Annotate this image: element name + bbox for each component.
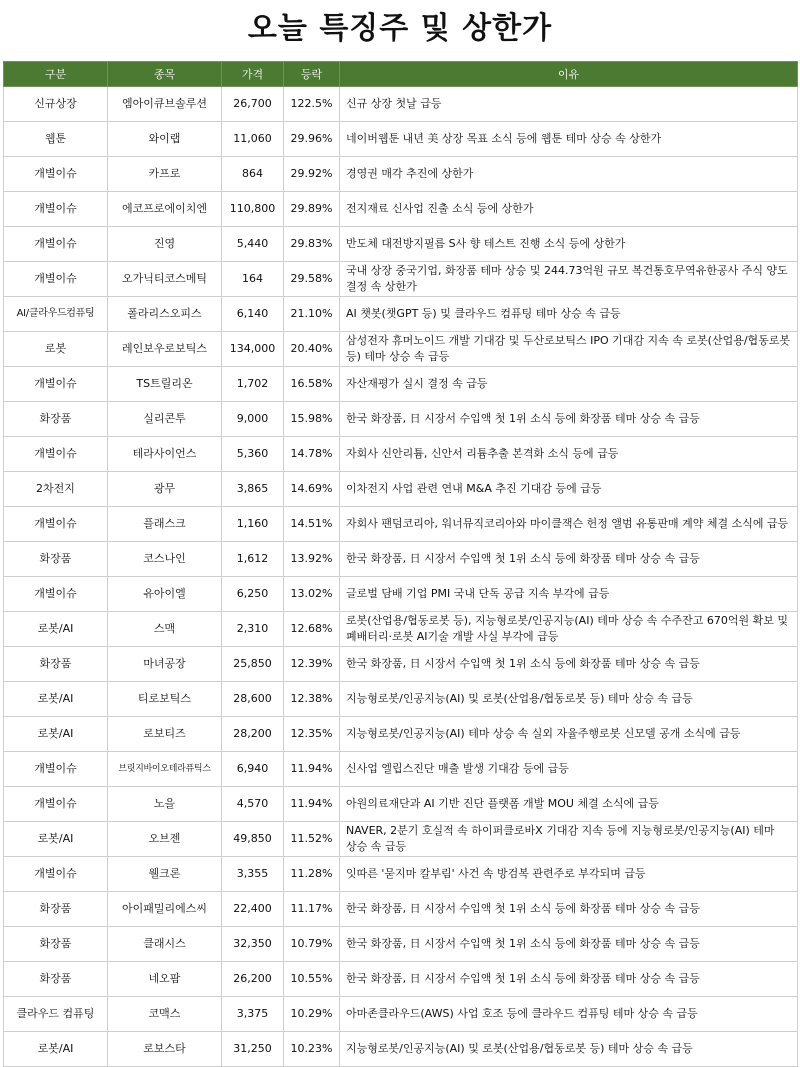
- reason-cell: AI 챗봇(챗GPT 등) 및 클라우드 컴퓨팅 테마 상승 속 급등: [340, 297, 798, 332]
- table-header-row: [4, 62, 798, 87]
- reason-cell: NAVER, 2분기 호실적 속 하이퍼클로바X 기대감 지속 등에 지능형로봇/인공지능(AI) 테마 상승 속 급등: [340, 822, 798, 857]
- reason-cell: 전지재료 신사업 진출 소식 등에 상한가: [340, 192, 798, 227]
- header-price: 가격: [222, 62, 284, 87]
- category-cell: 화장품: [4, 927, 108, 962]
- change-cell: 10.29%: [284, 997, 340, 1032]
- table-row: [4, 262, 798, 297]
- stock-name-cell: 광무: [108, 472, 222, 507]
- stock-name-cell: 에코프로에이치엔: [108, 192, 222, 227]
- reason-cell: 잇따른 '묻지마 칼부림' 사건 속 방검복 관련주로 부각되며 급등: [340, 857, 798, 892]
- reason-cell: 국내 상장 중국기업, 화장품 테마 상승 및 244.73억원 규모 복건통호무역유한공사 주식 양도 결정 속 상한가: [340, 262, 798, 297]
- category-cell: 웹툰: [4, 122, 108, 157]
- stock-name-cell: 엠아이큐브솔루션: [108, 87, 222, 122]
- header-change: 등락: [284, 62, 340, 87]
- change-cell: 20.40%: [284, 332, 340, 367]
- table-row: [4, 192, 798, 227]
- price-cell: 22,400: [222, 892, 284, 927]
- header-stock-name: 종목: [108, 62, 222, 87]
- category-cell: 개별이슈: [4, 437, 108, 472]
- change-cell: 12.38%: [284, 682, 340, 717]
- reason-cell: 이차전지 사업 관련 연내 M&A 추진 기대감 등에 급등: [340, 472, 798, 507]
- price-cell: 3,355: [222, 857, 284, 892]
- category-cell: 화장품: [4, 542, 108, 577]
- table-row: [4, 752, 798, 787]
- change-cell: 12.68%: [284, 612, 340, 647]
- price-cell: 3,375: [222, 997, 284, 1032]
- category-cell: 신규상장: [4, 87, 108, 122]
- reason-cell: 한국 화장품, 日 시장서 수입액 첫 1위 소식 등에 화장품 테마 상승 속 급등: [340, 542, 798, 577]
- change-cell: 16.58%: [284, 367, 340, 402]
- category-cell: 개별이슈: [4, 367, 108, 402]
- change-cell: 29.96%: [284, 122, 340, 157]
- price-cell: 49,850: [222, 822, 284, 857]
- price-cell: 1,702: [222, 367, 284, 402]
- price-cell: 3,865: [222, 472, 284, 507]
- change-cell: 29.83%: [284, 227, 340, 262]
- reason-cell: 자산재평가 실시 결정 속 급등: [340, 367, 798, 402]
- change-cell: 29.89%: [284, 192, 340, 227]
- reason-cell: 지능형로봇/인공지능(AI) 및 로봇(산업용/협동로봇 등) 테마 상승 속 급등: [340, 682, 798, 717]
- price-cell: 2,310: [222, 612, 284, 647]
- reason-cell: 한국 화장품, 日 시장서 수입액 첫 1위 소식 등에 화장품 테마 상승 속 급등: [340, 927, 798, 962]
- category-cell: 화장품: [4, 647, 108, 682]
- reason-cell: 한국 화장품, 日 시장서 수입액 첫 1위 소식 등에 화장품 테마 상승 속 급등: [340, 892, 798, 927]
- category-cell: 개별이슈: [4, 857, 108, 892]
- change-cell: 10.55%: [284, 962, 340, 997]
- reason-cell: 자회사 팬덤코리아, 워너뮤직코리아와 마이클잭슨 헌정 앨범 유통판매 계약 체결 소식에 급등: [340, 507, 798, 542]
- table-row: [4, 577, 798, 612]
- stock-name-cell: 진영: [108, 227, 222, 262]
- table-row: [4, 1032, 798, 1067]
- table-row: [4, 857, 798, 892]
- page-title: 오늘 특징주 및 상한가: [247, 11, 553, 46]
- change-cell: 11.94%: [284, 752, 340, 787]
- reason-cell: 반도체 대전방지필름 S사 향 테스트 진행 소식 등에 상한가: [340, 227, 798, 262]
- table-row: [4, 997, 798, 1032]
- price-cell: 164: [222, 262, 284, 297]
- table-row: [4, 472, 798, 507]
- reason-cell: 아원의료재단과 AI 기반 진단 플랫폼 개발 MOU 체결 소식에 급등: [340, 787, 798, 822]
- price-cell: 1,612: [222, 542, 284, 577]
- change-cell: 29.92%: [284, 157, 340, 192]
- reason-cell: 한국 화장품, 日 시장서 수입액 첫 1위 소식 등에 화장품 테마 상승 속 급등: [340, 647, 798, 682]
- table-row: [4, 962, 798, 997]
- change-cell: 15.98%: [284, 402, 340, 437]
- change-cell: 11.17%: [284, 892, 340, 927]
- table-row: [4, 157, 798, 192]
- category-cell: 2차전지: [4, 472, 108, 507]
- category-cell: 클라우드 컴퓨팅: [4, 997, 108, 1032]
- category-cell: 로봇/AI: [4, 717, 108, 752]
- price-cell: 1,160: [222, 507, 284, 542]
- price-cell: 5,440: [222, 227, 284, 262]
- change-cell: 21.10%: [284, 297, 340, 332]
- category-cell: 로봇/AI: [4, 822, 108, 857]
- change-cell: 29.58%: [284, 262, 340, 297]
- reason-cell: 한국 화장품, 日 시장서 수입액 첫 1위 소식 등에 화장품 테마 상승 속 급등: [340, 962, 798, 997]
- category-cell: 화장품: [4, 962, 108, 997]
- table-row: [4, 682, 798, 717]
- reason-cell: 지능형로봇/인공지능(AI) 및 로봇(산업용/협동로봇 등) 테마 상승 속 급등: [340, 1032, 798, 1067]
- stock-name-cell: 카프로: [108, 157, 222, 192]
- stock-name-cell: 클래시스: [108, 927, 222, 962]
- stock-name-cell: 아이패밀리에스씨: [108, 892, 222, 927]
- reason-cell: 아마존클라우드(AWS) 사업 호조 등에 클라우드 컴퓨팅 테마 상승 속 급등: [340, 997, 798, 1032]
- change-cell: 14.78%: [284, 437, 340, 472]
- category-cell: 화장품: [4, 892, 108, 927]
- stock-name-cell: 오브젠: [108, 822, 222, 857]
- table-row: [4, 402, 798, 437]
- change-cell: 10.79%: [284, 927, 340, 962]
- table-row: [4, 122, 798, 157]
- category-cell: 개별이슈: [4, 752, 108, 787]
- price-cell: 134,000: [222, 332, 284, 367]
- reason-cell: 자회사 신안리튬, 신안서 리튬추출 본격화 소식 등에 급등: [340, 437, 798, 472]
- stock-name-cell: 브릿지바이오테라퓨틱스: [108, 752, 222, 787]
- category-cell: 로봇/AI: [4, 612, 108, 647]
- category-cell: 로봇/AI: [4, 682, 108, 717]
- change-cell: 12.39%: [284, 647, 340, 682]
- change-cell: 14.69%: [284, 472, 340, 507]
- stock-name-cell: 오가닉티코스메틱: [108, 262, 222, 297]
- reason-cell: 삼성전자 휴머노이드 개발 기대감 및 두산로보틱스 IPO 기대감 지속 속 로봇(산업용/협동로봇 등) 테마 상승 속 급등: [340, 332, 798, 367]
- stock-name-cell: 네오팜: [108, 962, 222, 997]
- reason-cell: 글로벌 담배 기업 PMI 국내 단독 공급 지속 부각에 급등: [340, 577, 798, 612]
- table-row: [4, 227, 798, 262]
- price-cell: 6,940: [222, 752, 284, 787]
- stock-name-cell: TS트릴리온: [108, 367, 222, 402]
- price-cell: 5,360: [222, 437, 284, 472]
- category-cell: AI/클라우드컴퓨팅: [4, 297, 108, 332]
- reason-cell: 한국 화장품, 日 시장서 수입액 첫 1위 소식 등에 화장품 테마 상승 속 급등: [340, 402, 798, 437]
- category-cell: 개별이슈: [4, 157, 108, 192]
- reason-cell: 신규 상장 첫날 급등: [340, 87, 798, 122]
- stock-name-cell: 폴라리스오피스: [108, 297, 222, 332]
- table-row: [4, 367, 798, 402]
- stock-name-cell: 스맥: [108, 612, 222, 647]
- price-cell: 28,200: [222, 717, 284, 752]
- change-cell: 13.92%: [284, 542, 340, 577]
- table-row: [4, 507, 798, 542]
- table-row: [4, 927, 798, 962]
- price-cell: 26,700: [222, 87, 284, 122]
- stock-name-cell: 티로보틱스: [108, 682, 222, 717]
- table-row: [4, 437, 798, 472]
- stock-name-cell: 테라사이언스: [108, 437, 222, 472]
- category-cell: 개별이슈: [4, 192, 108, 227]
- stock-name-cell: 코맥스: [108, 997, 222, 1032]
- stock-name-cell: 코스나인: [108, 542, 222, 577]
- table-row: [4, 332, 798, 367]
- table-row: [4, 717, 798, 752]
- change-cell: 11.28%: [284, 857, 340, 892]
- change-cell: 10.23%: [284, 1032, 340, 1067]
- price-cell: 28,600: [222, 682, 284, 717]
- price-cell: 864: [222, 157, 284, 192]
- price-cell: 25,850: [222, 647, 284, 682]
- change-cell: 11.52%: [284, 822, 340, 857]
- table-row: [4, 822, 798, 857]
- reason-cell: 경영권 매각 추진에 상한가: [340, 157, 798, 192]
- category-cell: 개별이슈: [4, 227, 108, 262]
- category-cell: 화장품: [4, 402, 108, 437]
- change-cell: 12.35%: [284, 717, 340, 752]
- stock-name-cell: 와이랩: [108, 122, 222, 157]
- table-row: [4, 542, 798, 577]
- price-cell: 6,250: [222, 577, 284, 612]
- price-cell: 26,200: [222, 962, 284, 997]
- header-category: 구분: [4, 62, 108, 87]
- change-cell: 14.51%: [284, 507, 340, 542]
- stock-table: [3, 61, 798, 1067]
- price-cell: 110,800: [222, 192, 284, 227]
- category-cell: 개별이슈: [4, 262, 108, 297]
- stock-name-cell: 노을: [108, 787, 222, 822]
- table-row: [4, 787, 798, 822]
- price-cell: 6,140: [222, 297, 284, 332]
- header-reason: 이유: [340, 62, 798, 87]
- stock-name-cell: 플래스크: [108, 507, 222, 542]
- category-cell: 개별이슈: [4, 787, 108, 822]
- change-cell: 11.94%: [284, 787, 340, 822]
- price-cell: 31,250: [222, 1032, 284, 1067]
- table-row: [4, 612, 798, 647]
- change-cell: 122.5%: [284, 87, 340, 122]
- reason-cell: 지능형로봇/인공지능(AI) 테마 상승 속 실외 자율주행로봇 신모델 공개 소식에 급등: [340, 717, 798, 752]
- stock-name-cell: 웰크론: [108, 857, 222, 892]
- stock-name-cell: 실리콘투: [108, 402, 222, 437]
- stock-name-cell: 마녀공장: [108, 647, 222, 682]
- reason-cell: 로봇(산업용/협동로봇 등), 지능형로봇/인공지능(AI) 테마 상승 속 수주잔고 670억원 확보 및 폐배터리·로봇 AI기술 개발 사실 부각에 급등: [340, 612, 798, 647]
- change-cell: 13.02%: [284, 577, 340, 612]
- stock-name-cell: 레인보우로보틱스: [108, 332, 222, 367]
- table-row: [4, 647, 798, 682]
- table-row: [4, 87, 798, 122]
- table-row: [4, 892, 798, 927]
- category-cell: 개별이슈: [4, 507, 108, 542]
- price-cell: 9,000: [222, 402, 284, 437]
- price-cell: 4,570: [222, 787, 284, 822]
- table-row: [4, 297, 798, 332]
- reason-cell: 신사업 엘립스진단 매출 발생 기대감 등에 급등: [340, 752, 798, 787]
- price-cell: 32,350: [222, 927, 284, 962]
- category-cell: 로봇: [4, 332, 108, 367]
- stock-name-cell: 로보스타: [108, 1032, 222, 1067]
- reason-cell: 네이버웹툰 내년 美 상장 목표 소식 등에 웹툰 테마 상승 속 상한가: [340, 122, 798, 157]
- price-cell: 11,060: [222, 122, 284, 157]
- stock-name-cell: 로보티즈: [108, 717, 222, 752]
- category-cell: 개별이슈: [4, 577, 108, 612]
- stock-name-cell: 유아이엘: [108, 577, 222, 612]
- category-cell: 로봇/AI: [4, 1032, 108, 1067]
